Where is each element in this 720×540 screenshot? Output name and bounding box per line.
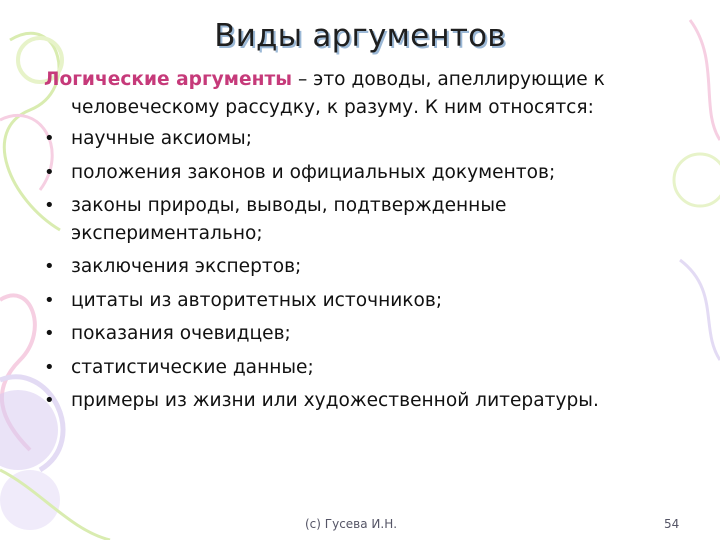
list-item-text: заключения экспертов; bbox=[71, 256, 302, 277]
list-item-text: примеры из жизни или художественной литературы. bbox=[71, 390, 599, 411]
bullet-icon: • bbox=[44, 161, 55, 183]
list-item bbox=[44, 192, 684, 247]
intro-paragraph bbox=[44, 66, 684, 121]
slide-title: Виды аргументов bbox=[214, 18, 506, 54]
list-item bbox=[44, 354, 684, 382]
bullet-icon: • bbox=[44, 356, 55, 378]
slide-body bbox=[44, 66, 684, 421]
list-item-text: цитаты из авторитетных источников; bbox=[71, 289, 443, 311]
list-item-text: положения законов и официальных документов; bbox=[71, 161, 556, 183]
bullet-icon: • bbox=[44, 128, 55, 149]
bullet-icon: • bbox=[44, 256, 55, 277]
argument-list bbox=[44, 125, 684, 415]
list-item-text: научные аксиомы; bbox=[71, 128, 253, 149]
list-item bbox=[44, 287, 684, 315]
bullet-icon: • bbox=[44, 289, 55, 311]
list-item-text: показания очевидцев; bbox=[71, 323, 291, 344]
list-item bbox=[44, 253, 684, 281]
intro-highlight: Логические аргументы bbox=[44, 69, 293, 90]
intro-text: – это доводы, апеллирующие к человеческому рассудку, к разуму. К ним относятся: bbox=[71, 69, 605, 118]
page-number: 54 bbox=[664, 517, 680, 531]
list-item bbox=[44, 320, 684, 348]
list-item bbox=[44, 125, 684, 153]
bullet-icon: • bbox=[44, 323, 55, 344]
list-item bbox=[44, 387, 684, 415]
list-item-text: законы природы, выводы, подтвержденные экспериментально; bbox=[71, 195, 507, 244]
footer-credit: (c) Гусева И.Н. bbox=[305, 517, 398, 531]
list-item-text: статистические данные; bbox=[71, 356, 314, 378]
bullet-icon: • bbox=[44, 195, 55, 216]
list-item bbox=[44, 159, 684, 187]
bullet-icon: • bbox=[44, 390, 55, 411]
